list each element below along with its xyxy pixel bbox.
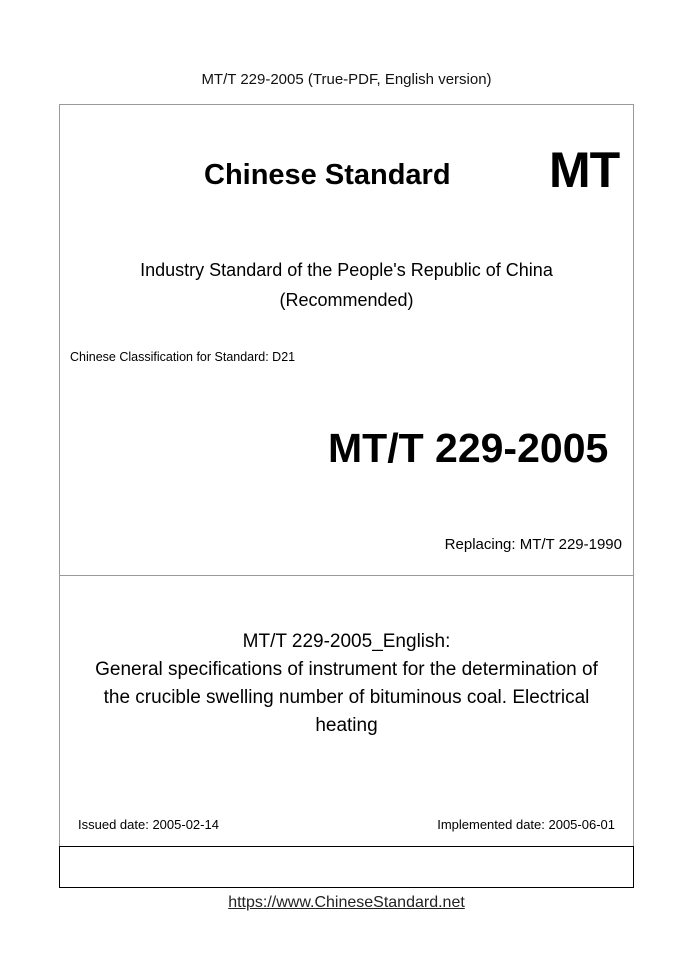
footer bbox=[0, 893, 693, 913]
industry-standard-line: Industry Standard of the People's Republic of China bbox=[140, 260, 553, 280]
title-line-4: heating bbox=[315, 715, 378, 736]
classification-text: Chinese Classification for Standard: D21 bbox=[70, 350, 296, 364]
document-title bbox=[59, 628, 634, 740]
issued-date: Issued date: 2005-02-14 bbox=[78, 817, 219, 832]
page-header: MT/T 229-2005 (True-PDF, English version) bbox=[201, 71, 492, 88]
blank-footer-box bbox=[59, 846, 634, 888]
title-line-3: the crucible swelling number of bituminous coal. Electrical bbox=[103, 687, 590, 708]
title-line-1: MT/T 229-2005_English: bbox=[242, 631, 451, 652]
website-link[interactable]: https://www.ChineseStandard.net bbox=[228, 894, 465, 911]
standard-number: MT/T 229-2005 bbox=[328, 425, 609, 471]
standard-mark: MT bbox=[549, 142, 620, 198]
chinese-standard-heading: Chinese Standard bbox=[204, 159, 451, 191]
implemented-date: Implemented date: 2005-06-01 bbox=[437, 817, 615, 832]
replacing-text: Replacing: MT/T 229-1990 bbox=[444, 536, 622, 553]
title-line-2: General specifications of instrument for the determination of bbox=[95, 659, 598, 680]
recommended-label: (Recommended) bbox=[279, 290, 414, 310]
